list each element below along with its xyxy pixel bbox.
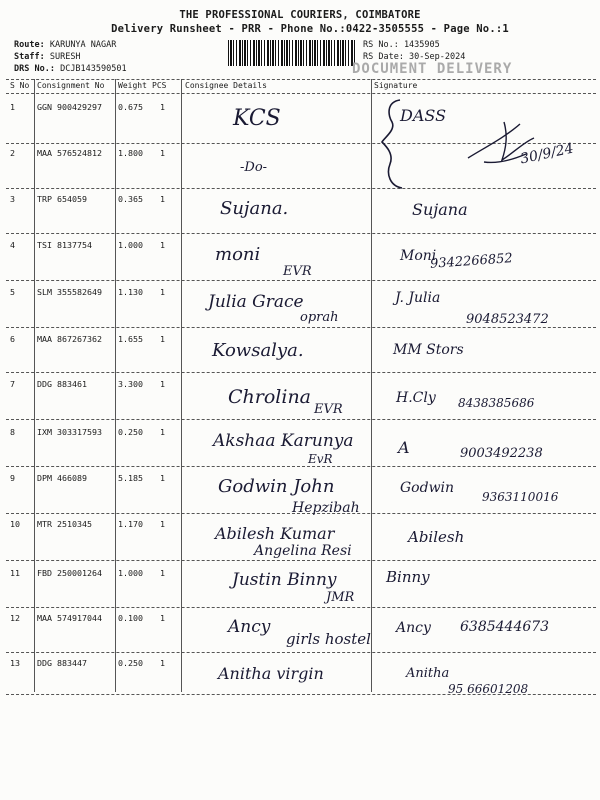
row-rule bbox=[6, 327, 596, 328]
signature-phone: 9363110016 bbox=[482, 490, 559, 504]
signature-phone: 9048523472 bbox=[466, 312, 549, 327]
row-pcs: 1 bbox=[160, 287, 165, 297]
consignee-handwriting: Julia Grace bbox=[208, 292, 304, 312]
row-pcs: 1 bbox=[160, 194, 165, 204]
consignee-secondary: EVR bbox=[314, 402, 343, 417]
signature-handwriting: Moni bbox=[400, 248, 437, 264]
row-sno: 13 bbox=[10, 658, 20, 668]
col-pcs: PCS bbox=[152, 81, 167, 90]
row-consignment: MAA 867267362 bbox=[37, 334, 102, 344]
consignee-handwriting: Anitha virgin bbox=[218, 664, 324, 683]
col-sno: S No bbox=[10, 81, 30, 90]
signature-handwriting: 30/9/24 bbox=[518, 140, 576, 168]
row-rule bbox=[6, 233, 596, 234]
signature-phone: 9003492238 bbox=[460, 446, 543, 461]
signature-handwriting: Abilesh bbox=[408, 528, 465, 546]
consignee-handwriting: -Do- bbox=[240, 160, 268, 175]
consignee-secondary: girls hostel bbox=[286, 630, 371, 648]
row-consignment: DDG 883447 bbox=[37, 658, 87, 668]
row-sno: 4 bbox=[10, 240, 15, 250]
row-pcs: 1 bbox=[160, 613, 165, 623]
brace-mark-icon bbox=[378, 98, 408, 190]
row-consignment: SLM 355582649 bbox=[37, 287, 102, 297]
row-sno: 7 bbox=[10, 379, 15, 389]
row-rule bbox=[6, 188, 596, 189]
consignee-secondary: oprah bbox=[300, 310, 339, 325]
col-weight: Weight bbox=[118, 81, 147, 90]
route-line bbox=[14, 40, 116, 50]
consignee-handwriting: Ancy bbox=[228, 617, 271, 637]
row-weight: 0.675 bbox=[118, 102, 143, 112]
row-consignment: FBD 250001264 bbox=[37, 568, 102, 578]
staff-label: Staff: bbox=[14, 52, 45, 62]
header-top-rule bbox=[6, 79, 596, 80]
consignee-handwriting: Chrolina bbox=[228, 386, 312, 408]
row-sno: 5 bbox=[10, 287, 15, 297]
row-rule bbox=[6, 560, 596, 561]
row-pcs: 1 bbox=[160, 568, 165, 578]
signature-handwriting: MM Stors bbox=[393, 342, 464, 358]
consignee-handwriting: Sujana. bbox=[220, 198, 289, 219]
row-weight: 1.170 bbox=[118, 519, 143, 529]
row-weight: 0.250 bbox=[118, 427, 143, 437]
row-rule bbox=[6, 419, 596, 420]
row-rule bbox=[6, 280, 596, 281]
drs-value: DCJB143590501 bbox=[60, 64, 127, 74]
signature-phone: 6385444673 bbox=[460, 619, 550, 635]
drs-line bbox=[14, 64, 127, 74]
consignee-handwriting: moni bbox=[215, 244, 261, 265]
staff-value: SURESH bbox=[49, 52, 81, 62]
consignee-secondary: Hepzibah bbox=[292, 500, 360, 516]
col-divider bbox=[181, 79, 182, 692]
consignee-secondary: EvR bbox=[308, 452, 333, 466]
row-rule bbox=[6, 372, 596, 373]
signature-scribble-icon bbox=[464, 118, 554, 178]
col-divider bbox=[115, 79, 116, 692]
consignee-secondary: Angelina Resi bbox=[254, 543, 352, 559]
row-rule bbox=[6, 607, 596, 608]
row-weight: 1.000 bbox=[118, 568, 143, 578]
row-consignment: MAA 574917044 bbox=[37, 613, 102, 623]
signature-handwriting: A bbox=[398, 438, 410, 457]
row-consignment: DPM 466089 bbox=[37, 473, 87, 483]
row-weight: 1.000 bbox=[118, 240, 143, 250]
route-label: Route: bbox=[14, 40, 45, 50]
route-value: KARUNYA NAGAR bbox=[49, 40, 117, 50]
consignee-handwriting: Abilesh Kumar bbox=[215, 524, 335, 543]
signature-handwriting: J. Julia bbox=[395, 290, 441, 306]
row-sno: 8 bbox=[10, 427, 15, 437]
row-weight: 1.130 bbox=[118, 287, 143, 297]
row-consignment: MTR 2510345 bbox=[37, 519, 92, 529]
signature-handwriting: H.Cly bbox=[396, 390, 436, 406]
row-weight: 0.365 bbox=[118, 194, 143, 204]
signature-handwriting: Ancy bbox=[396, 620, 431, 636]
runsheet-subtitle: Delivery Runsheet - PRR - Phone No.:0422-3505555 - Page No.:1 bbox=[111, 23, 509, 35]
consignee-handwriting: Justin Binny bbox=[232, 570, 337, 590]
col-consignment: Consignment No bbox=[37, 81, 105, 90]
signature-phone: 9342266852 bbox=[429, 251, 514, 272]
row-weight: 1.655 bbox=[118, 334, 143, 344]
row-pcs: 1 bbox=[160, 379, 165, 389]
row-pcs: 1 bbox=[160, 473, 165, 483]
row-weight: 1.800 bbox=[118, 148, 143, 158]
consignee-handwriting: KCS bbox=[233, 106, 281, 131]
rs-date: RS Date: 30-Sep-2024 bbox=[363, 52, 466, 62]
col-divider bbox=[34, 79, 35, 692]
row-sno: 11 bbox=[10, 568, 20, 578]
row-pcs: 1 bbox=[160, 148, 165, 158]
row-pcs: 1 bbox=[160, 102, 165, 112]
row-sno: 10 bbox=[10, 519, 20, 529]
signature-handwriting: Binny bbox=[386, 568, 430, 586]
col-signature: Signature bbox=[374, 81, 418, 90]
row-rule bbox=[6, 652, 596, 653]
row-sno: 2 bbox=[10, 148, 15, 158]
row-sno: 6 bbox=[10, 334, 15, 344]
row-consignment: GGN 900429297 bbox=[37, 102, 102, 112]
row-weight: 3.300 bbox=[118, 379, 143, 389]
row-consignment: DDG 883461 bbox=[37, 379, 87, 389]
signature-handwriting: Anitha bbox=[406, 666, 450, 681]
consignee-handwriting: Akshaa Karunya bbox=[213, 431, 354, 451]
row-weight: 0.100 bbox=[118, 613, 143, 623]
col-divider bbox=[371, 79, 372, 692]
consignee-secondary: JMR bbox=[326, 590, 355, 605]
row-consignment: MAA 576524812 bbox=[37, 148, 102, 158]
row-consignment: TSI 8137754 bbox=[37, 240, 92, 250]
row-pcs: 1 bbox=[160, 427, 165, 437]
row-pcs: 1 bbox=[160, 240, 165, 250]
staff-line bbox=[14, 52, 81, 62]
row-sno: 12 bbox=[10, 613, 20, 623]
col-consignee: Consignee Details bbox=[185, 81, 267, 90]
row-sno: 9 bbox=[10, 473, 15, 483]
row-pcs: 1 bbox=[160, 658, 165, 668]
rs-number: RS No.: 1435905 bbox=[363, 40, 440, 50]
signature-handwriting: Godwin bbox=[400, 480, 455, 496]
signature-handwriting: DASS bbox=[400, 106, 447, 125]
row-rule bbox=[6, 466, 596, 467]
row-consignment: IXM 303317593 bbox=[37, 427, 102, 437]
row-sno: 1 bbox=[10, 102, 15, 112]
row-consignment: TRP 654059 bbox=[37, 194, 87, 204]
drs-label: DRS No.: bbox=[14, 64, 55, 74]
header-bottom-rule bbox=[6, 93, 596, 94]
consignee-secondary: EVR bbox=[283, 264, 312, 279]
row-pcs: 1 bbox=[160, 519, 165, 529]
signature-phone: 95 66601208 bbox=[448, 682, 529, 696]
row-weight: 0.250 bbox=[118, 658, 143, 668]
barcode bbox=[228, 40, 356, 66]
row-sno: 3 bbox=[10, 194, 15, 204]
company-title: THE PROFESSIONAL COURIERS, COIMBATORE bbox=[179, 9, 421, 21]
row-weight: 5.185 bbox=[118, 473, 143, 483]
document-delivery-stamp: DOCUMENT DELIVERY bbox=[352, 61, 513, 77]
consignee-handwriting: Godwin John bbox=[218, 476, 335, 497]
row-pcs: 1 bbox=[160, 334, 165, 344]
consignee-handwriting: Kowsalya. bbox=[212, 340, 304, 361]
signature-handwriting: Sujana bbox=[412, 200, 468, 219]
signature-phone: 8438385686 bbox=[458, 396, 535, 410]
